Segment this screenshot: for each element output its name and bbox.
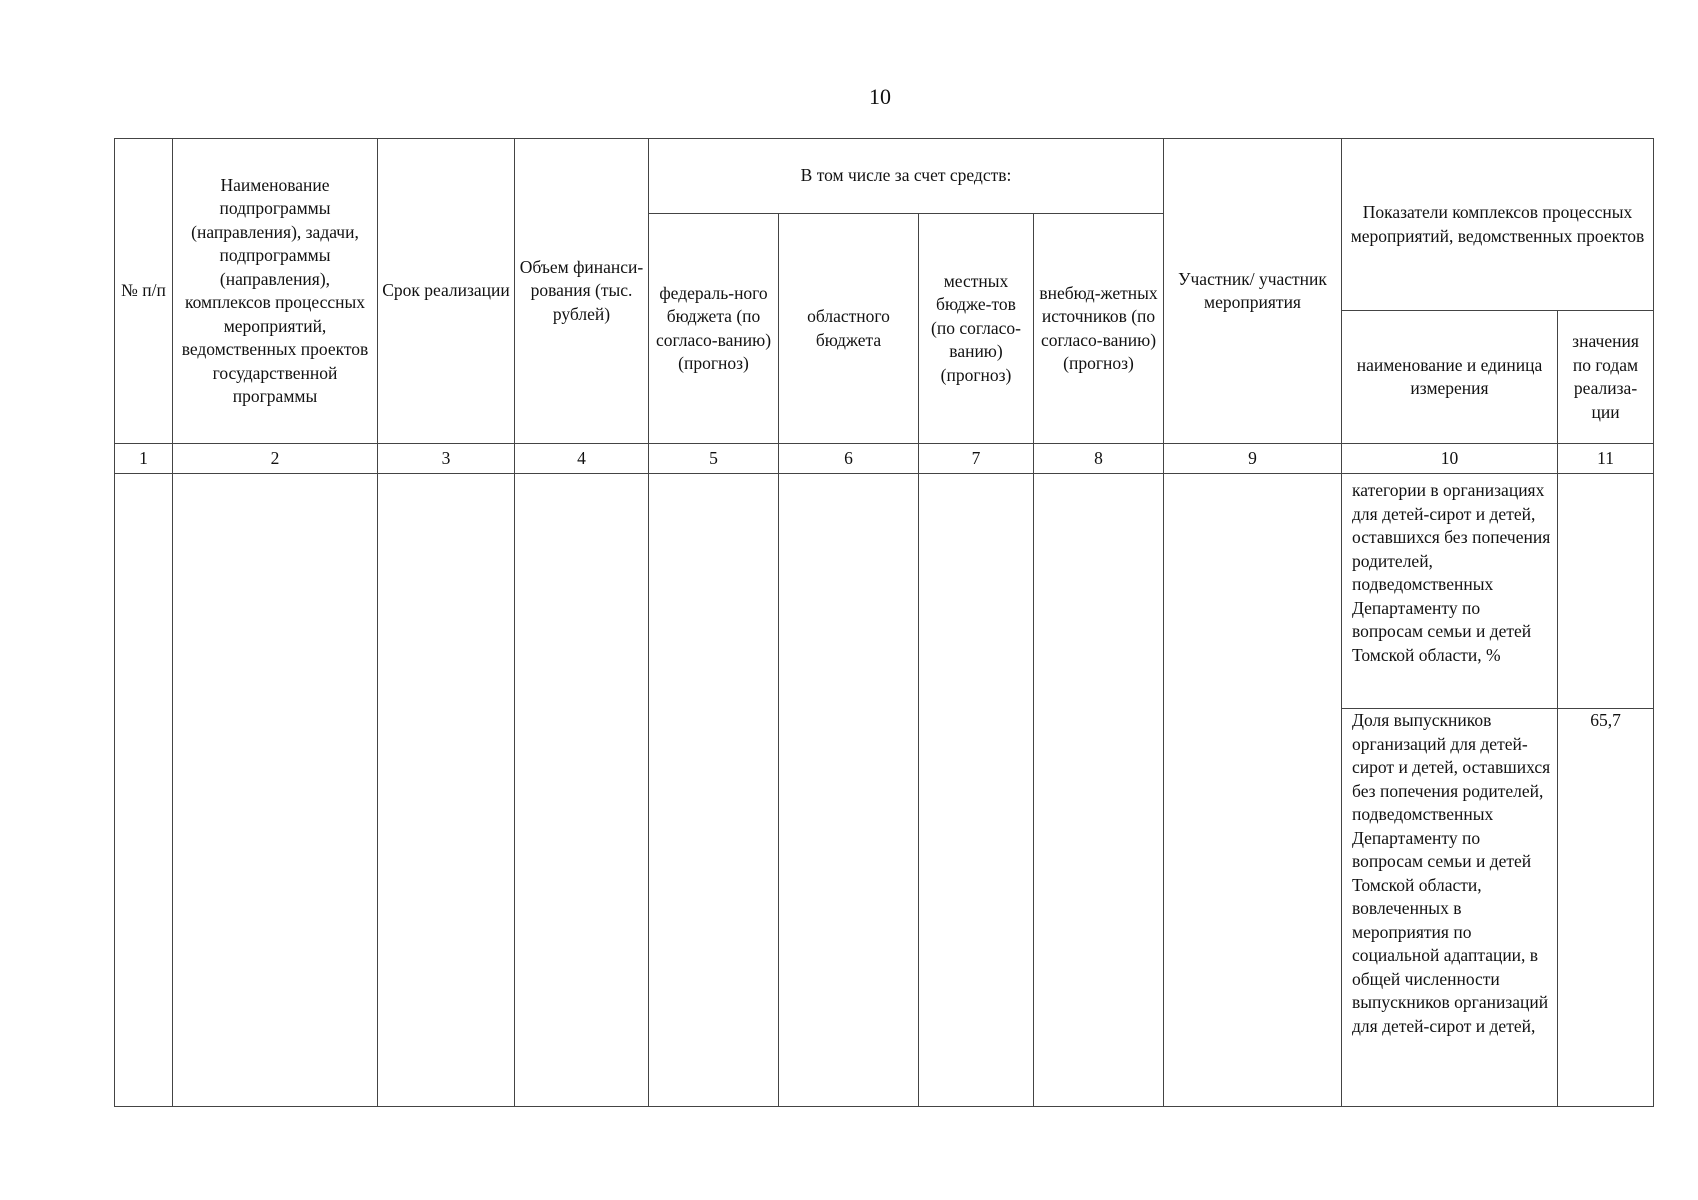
indicator-value-cell: 65,7 — [1558, 709, 1654, 1107]
column-number: 8 — [1034, 444, 1164, 474]
page-number: 10 — [869, 84, 891, 109]
empty-cell — [515, 474, 649, 1107]
header-indicator-name: наименование и единица измерения — [1342, 311, 1558, 444]
column-number: 11 — [1558, 444, 1654, 474]
column-number: 3 — [378, 444, 515, 474]
empty-cell — [1164, 474, 1342, 1107]
empty-cell — [649, 474, 779, 1107]
empty-cell — [378, 474, 515, 1107]
program-table — [114, 138, 1654, 1107]
column-number: 4 — [515, 444, 649, 474]
header-regional: областного бюджета — [779, 214, 919, 444]
column-number: 1 — [115, 444, 173, 474]
header-extra: внебюд-жетных источников (по согласо-ванию) (прогноз) — [1034, 214, 1164, 444]
empty-cell — [1034, 474, 1164, 1107]
empty-cell — [919, 474, 1034, 1107]
header-federal: федераль-ного бюджета (по согласо-ванию) (прогноз) — [649, 214, 779, 444]
empty-cell — [173, 474, 378, 1107]
column-number: 6 — [779, 444, 919, 474]
indicator-name-cell: категории в организациях для детей-сирот и детей, оставшихся без попечения родителей, подведомственных Департаменту по вопросам семьи и детей Томской области, % — [1342, 474, 1558, 709]
indicator-name-cell: Доля выпускников организаций для детей-сирот и детей, оставшихся без попечения родителей, подведомственных Департаменту по вопросам семьи и детей Томской области, вовлеченных в мероприятия по социальной адаптации, в общей численности выпускников организаций для детей-сирот и детей, — [1342, 709, 1558, 1107]
empty-cell — [779, 474, 919, 1107]
header-row-1 — [115, 139, 1654, 214]
header-participant: Участник/ участник мероприятия — [1164, 139, 1342, 444]
column-number: 9 — [1164, 444, 1342, 474]
header-local: местных бюдже-тов (по согласо-ванию) (прогноз) — [919, 214, 1034, 444]
header-including: В том числе за счет средств: — [649, 139, 1164, 214]
header-name: Наименование подпрограммы (направления), задачи, подпрограммы (направления), комплексов процессных мероприятий, ведомственных проектов государственной программы — [173, 139, 378, 444]
table-row — [115, 474, 1654, 709]
column-number: 10 — [1342, 444, 1558, 474]
column-numbers-row — [115, 444, 1654, 474]
header-indicator-values: значения по годам реализа-ции — [1558, 311, 1654, 444]
empty-cell — [115, 474, 173, 1107]
column-number: 7 — [919, 444, 1034, 474]
column-number: 5 — [649, 444, 779, 474]
column-number: 2 — [173, 444, 378, 474]
header-volume: Объем финанси-рования (тыс. рублей) — [515, 139, 649, 444]
header-indicators: Показатели комплексов процессных мероприятий, ведомственных проектов — [1342, 139, 1654, 311]
header-term: Срок реализации — [378, 139, 515, 444]
indicator-value-cell — [1558, 474, 1654, 709]
header-num: № п/п — [115, 139, 173, 444]
